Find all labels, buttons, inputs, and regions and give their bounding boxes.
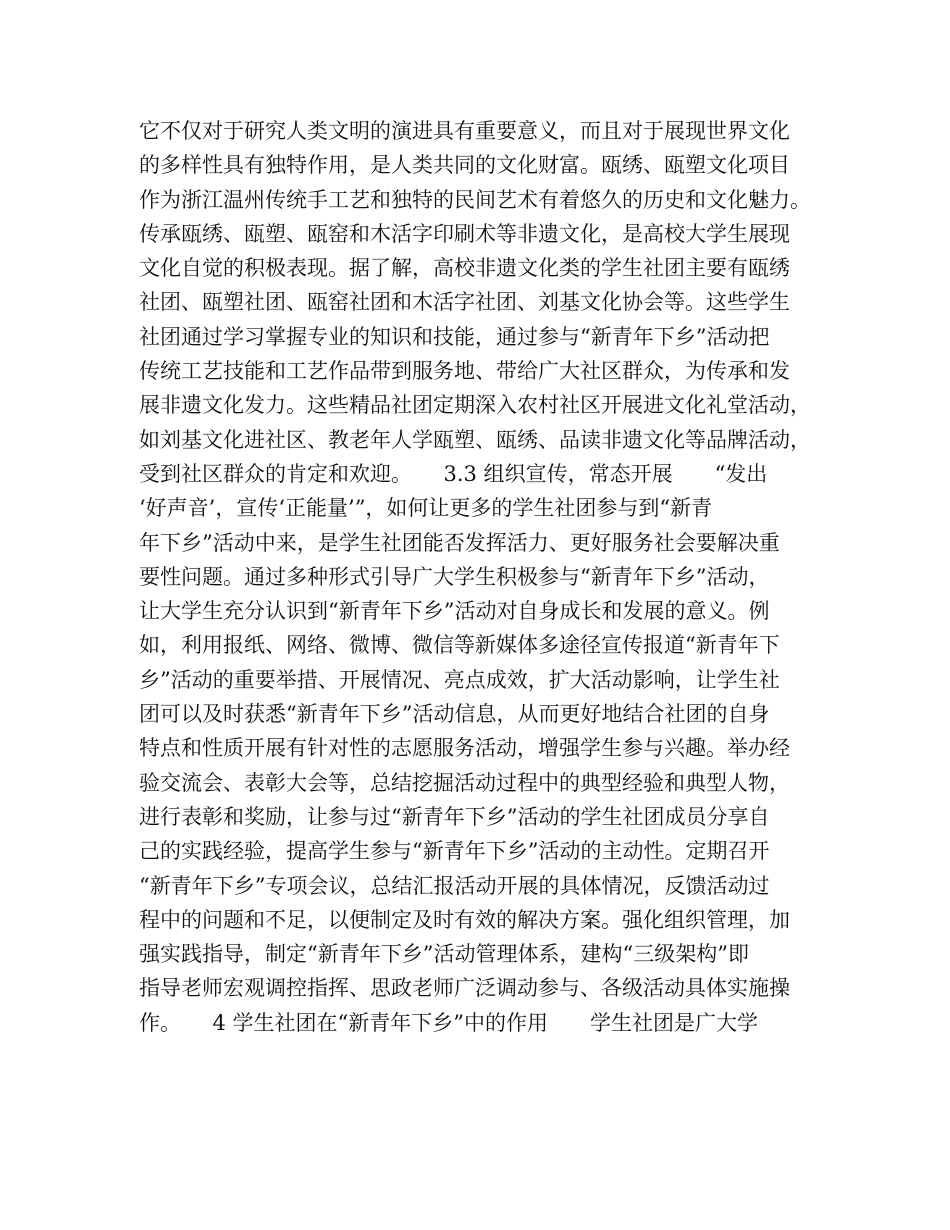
text-line: 社团、瓯塑社团、瓯窑社团和木活字社团、刘基文化协会等。这些学生	[139, 290, 790, 315]
text-line: 让大学生充分认识到“新青年下乡”活动对自身成长和发展的意义。例	[139, 599, 770, 624]
text-line: 如刘基文化进社区、教老年人学瓯塑、瓯绣、品读非遗文化等品牌活动，	[139, 427, 811, 452]
text-line: 作为浙江温州传统手工艺和独特的民间艺术有着悠久的历史和文化魅力。	[139, 187, 811, 212]
text-line: 验交流会、表彰大会等，总结挖掘活动过程中的典型经验和典型人物，	[139, 770, 790, 795]
text-line: 进行表彰和奖励，让参与过“新青年下乡”活动的学生社团成员分享自	[139, 804, 770, 829]
text-line: 文化自觉的积极表现。据了解，高校非遗文化类的学生社团主要有瓯绣	[139, 256, 790, 281]
text-line: 指导老师宏观调控指挥、思政老师广泛调动参与、各级活动具体实施操	[139, 976, 790, 1001]
text-line: 展非遗文化发力。这些精品社团定期深入农村社区开展进文化礼堂活动，	[139, 393, 811, 418]
text-line: 作。 4 学生社团在“新青年下乡”中的作用 学生社团是广大学	[139, 1010, 759, 1035]
text-line: 它不仅对于研究人类文明的演进具有重要意义，而且对于展现世界文化	[139, 119, 790, 143]
text-line: 传统工艺技能和工艺作品带到服务地、带给广大社区群众，为传承和发	[139, 359, 790, 384]
text-line: 社团通过学习掌握专业的知识和技能，通过参与“新青年下乡”活动把	[139, 324, 770, 349]
text-line: 如，利用报纸、网络、微博、微信等新媒体多途径宣传报道“新青年下	[139, 633, 780, 658]
text-line: ‘好声音’，宣传‘正能量’”，如何让更多的学生社团参与到“新青	[139, 496, 713, 521]
text-line: 的多样性具有独特作用，是人类共同的文化财富。瓯绣、瓯塑文化项目	[139, 153, 790, 178]
text-line: “新青年下乡”专项会议，总结汇报活动开展的具体情况，反馈活动过	[139, 873, 770, 898]
text-line: 要性问题。通过多种形式引导广大学生积极参与“新青年下乡”活动，	[139, 564, 770, 589]
text-line: 传承瓯绣、瓯塑、瓯窑和木活字印刷术等非遗文化，是高校大学生展现	[139, 221, 790, 246]
text-line: 团可以及时获悉“新青年下乡”活动信息，从而更好地结合社团的自身	[139, 702, 770, 727]
text-line: 强实践指导，制定“新青年下乡”活动管理体系，建构“三级架构”即	[139, 942, 749, 967]
text-line: 己的实践经验，提高学生参与“新青年下乡”活动的主动性。定期召开	[139, 839, 770, 864]
text-line: 乡”活动的重要举措、开展情况、亮点成效，扩大活动影响，让学生社	[139, 667, 780, 692]
text-line: 年下乡”活动中来，是学生社团能否发挥活力、更好服务社会要解决重	[139, 530, 780, 555]
text-line: 程中的问题和不足，以便制定及时有效的解决方案。强化组织管理，加	[139, 907, 790, 932]
text-line: 特点和性质开展有针对性的志愿服务活动，增强学生参与兴趣。举办经	[139, 736, 790, 761]
body-text	[139, 114, 829, 1040]
text-line: 受到社区群众的肯定和欢迎。 3.3 组织宣传，常态开展 “发出	[139, 461, 768, 486]
